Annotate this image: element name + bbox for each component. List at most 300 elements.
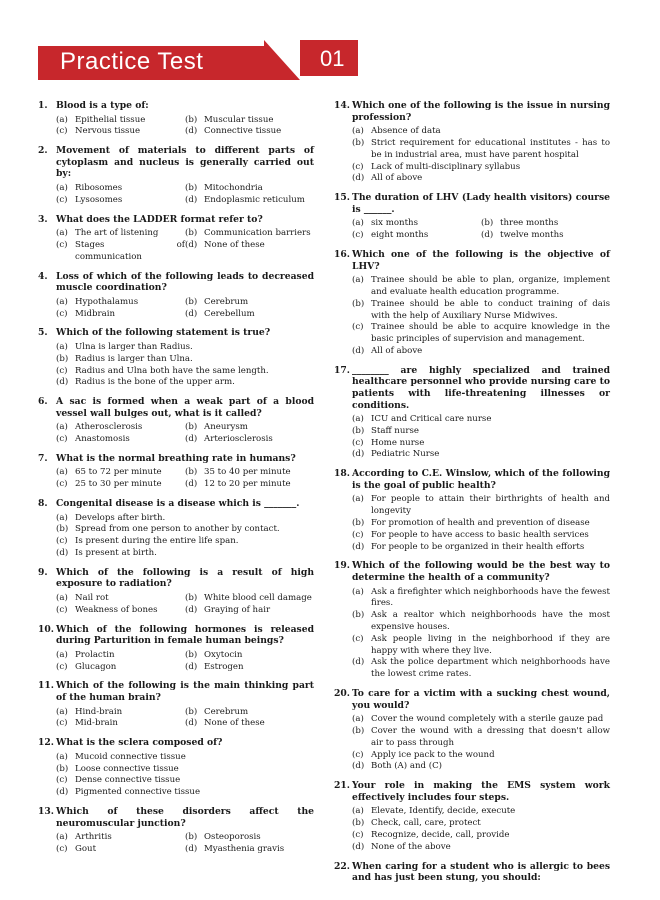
option-label: (c) xyxy=(56,365,68,376)
answer-option xyxy=(56,605,185,617)
answer-option xyxy=(56,536,314,548)
question-text xyxy=(334,688,610,711)
option-text: ICU and Critical care nurse xyxy=(371,414,492,425)
option-label: (b) xyxy=(481,218,494,229)
answer-option xyxy=(352,322,610,346)
question-stem: Which of the following is the main thinking part of the human brain? xyxy=(56,680,314,704)
answer-option xyxy=(352,299,610,323)
answer-option xyxy=(352,657,610,681)
question-stem: Which of the following is a result of high exposure to radiation? xyxy=(56,566,314,590)
option-text: Connective tissue xyxy=(204,126,282,137)
answer-option xyxy=(352,449,610,461)
answer-option xyxy=(185,309,314,321)
option-text: Pigmented connective tissue xyxy=(75,787,201,798)
option-label: (d) xyxy=(56,377,69,388)
option-label: (c) xyxy=(352,633,364,644)
option-text: Graying of hair xyxy=(204,604,271,615)
answer-options xyxy=(334,587,610,681)
option-label: (a) xyxy=(352,586,364,597)
answer-option xyxy=(56,524,314,536)
answer-option xyxy=(352,842,610,854)
option-label: (b) xyxy=(352,298,365,309)
question-number: 11. xyxy=(38,680,54,692)
answer-option xyxy=(56,309,185,321)
question-stem: Which of the following would be the best way to determine the health of a community? xyxy=(352,560,610,584)
right-column xyxy=(334,100,610,891)
question-number: 12. xyxy=(38,737,54,749)
question-number: 17. xyxy=(334,364,350,376)
answer-option xyxy=(56,650,185,662)
option-label: (b) xyxy=(185,706,198,717)
answer-option xyxy=(56,832,185,844)
answer-option xyxy=(56,297,185,309)
option-label: (c) xyxy=(56,775,68,786)
option-text: Anastomosis xyxy=(75,434,130,445)
question-text xyxy=(334,861,610,884)
question-item xyxy=(334,861,610,884)
question-stem: What is the sclera composed of? xyxy=(56,737,223,749)
answer-option xyxy=(56,764,314,776)
option-text: Absence of data xyxy=(371,126,441,137)
option-label: (b) xyxy=(352,610,365,621)
answer-option xyxy=(352,750,610,762)
option-label: (d) xyxy=(352,345,365,356)
option-label: (c) xyxy=(352,749,364,760)
option-label: (c) xyxy=(352,829,364,840)
option-text: 12 to 20 per minute xyxy=(204,479,291,490)
option-label: (a) xyxy=(56,593,68,604)
option-text: Glucagon xyxy=(75,661,117,672)
question-stem: Congenital disease is a disease which is _______. xyxy=(56,498,300,510)
option-text: Midbrain xyxy=(75,308,116,319)
question-item xyxy=(334,780,610,853)
option-label: (a) xyxy=(56,422,68,433)
option-label: (d) xyxy=(185,434,198,445)
answer-option xyxy=(481,230,610,242)
answer-option xyxy=(56,195,185,207)
answer-options xyxy=(38,467,314,491)
option-text: 25 to 30 per minute xyxy=(75,479,162,490)
option-text: Develops after birth. xyxy=(75,512,166,523)
option-text: Ribosomes xyxy=(75,182,123,193)
answer-option xyxy=(185,126,314,138)
option-text: Lack of multi-disciplinary syllabus xyxy=(371,161,521,172)
answer-option xyxy=(56,752,314,764)
question-text xyxy=(38,624,314,647)
question-number: 10. xyxy=(38,623,54,635)
question-text xyxy=(38,145,314,180)
option-label: (a) xyxy=(56,114,68,125)
option-label: (b) xyxy=(56,353,69,364)
question-number: 8. xyxy=(38,498,48,510)
answer-option xyxy=(352,726,610,750)
question-item xyxy=(38,680,314,730)
option-text: Strict requirement for educational institutes - has to be in industrial area, must have parent hospital xyxy=(371,137,610,160)
question-number: 15. xyxy=(334,192,350,204)
answer-option xyxy=(352,426,610,438)
answer-option xyxy=(56,240,185,264)
option-text: Prolactin xyxy=(75,649,115,660)
answer-option xyxy=(56,707,185,719)
answer-option xyxy=(56,183,185,195)
answer-option xyxy=(352,162,610,174)
option-text: Cerebellum xyxy=(204,308,255,319)
option-text: Is present during the entire life span. xyxy=(75,536,239,547)
option-text: Elevate, Identify, decide, execute xyxy=(371,806,516,817)
option-label: (b) xyxy=(56,524,69,535)
question-text xyxy=(38,396,314,419)
question-number: 13. xyxy=(38,805,54,817)
option-text: For people to have access to basic health services xyxy=(371,529,589,540)
answer-options xyxy=(38,422,314,446)
option-text: Nervous tissue xyxy=(75,126,141,137)
option-label: (b) xyxy=(185,422,198,433)
option-text: Is present at birth. xyxy=(75,548,157,559)
answer-option xyxy=(56,775,314,787)
option-text: twelve months xyxy=(500,230,564,241)
option-label: (d) xyxy=(185,661,198,672)
answer-option xyxy=(352,173,610,185)
answer-option xyxy=(185,434,314,446)
question-number: 7. xyxy=(38,452,48,464)
answer-option xyxy=(185,844,314,856)
question-text xyxy=(38,498,314,510)
question-text xyxy=(38,567,314,590)
answer-option xyxy=(185,240,314,264)
question-item xyxy=(38,271,314,321)
question-text xyxy=(334,560,610,583)
option-text: Cerebrum xyxy=(204,296,249,307)
answer-option xyxy=(352,346,610,358)
answer-option xyxy=(185,195,314,207)
option-label: (a) xyxy=(56,832,68,843)
option-text: Communication barriers xyxy=(204,228,311,239)
option-label: (d) xyxy=(56,787,69,798)
option-label: (d) xyxy=(352,761,365,772)
answer-option xyxy=(56,126,185,138)
question-number: 9. xyxy=(38,566,48,578)
option-text: Radius and Ulna both have the same length. xyxy=(75,365,269,376)
option-text: Mitochondria xyxy=(204,182,263,193)
question-text xyxy=(38,680,314,703)
option-text: Staff nurse xyxy=(371,425,419,436)
option-label: (a) xyxy=(56,751,68,762)
answer-option xyxy=(352,806,610,818)
option-text: The art of listening xyxy=(75,228,159,239)
option-text: Stages of communication xyxy=(75,239,185,262)
option-text: Arteriosclerosis xyxy=(204,434,273,445)
option-label: (b) xyxy=(56,763,69,774)
option-text: Hypothalamus xyxy=(75,296,139,307)
question-stem: The duration of LHV (Lady health visitors) course is ______. xyxy=(352,192,610,215)
option-text: Hind-brain xyxy=(75,706,123,717)
option-label: (d) xyxy=(185,126,198,137)
option-label: (c) xyxy=(352,161,364,172)
option-text: Myasthenia gravis xyxy=(204,843,285,854)
option-text: Radius is larger than Ulna. xyxy=(75,353,193,364)
option-text: Spread from one person to another by contact. xyxy=(75,524,280,535)
answer-option xyxy=(185,479,314,491)
answer-options xyxy=(334,714,610,773)
option-text: Cerebrum xyxy=(204,706,249,717)
option-text: None of these xyxy=(204,239,265,250)
question-text xyxy=(38,214,314,226)
option-text: Loose connective tissue xyxy=(75,763,179,774)
answer-option xyxy=(56,479,185,491)
question-number: 14. xyxy=(334,100,350,111)
option-label: (c) xyxy=(352,322,364,333)
question-item xyxy=(334,249,610,358)
question-item xyxy=(38,100,314,138)
option-label: (d) xyxy=(352,449,365,460)
answer-option xyxy=(352,714,610,726)
answer-option xyxy=(352,818,610,830)
answer-option xyxy=(352,494,610,518)
answer-option xyxy=(56,548,314,560)
answer-options xyxy=(334,126,610,185)
option-label: (d) xyxy=(352,173,365,184)
option-label: (a) xyxy=(56,228,68,239)
option-text: 65 to 72 per minute xyxy=(75,467,162,478)
question-stem: Which one of the following is the objective of LHV? xyxy=(352,248,610,272)
answer-option xyxy=(352,610,610,634)
option-label: (b) xyxy=(352,425,365,436)
option-text: For people to attain their birthrights of health and longevity xyxy=(371,494,610,517)
option-label: (a) xyxy=(56,182,68,193)
option-text: Ulna is larger than Radius. xyxy=(75,341,193,352)
question-item xyxy=(38,806,314,856)
answer-option xyxy=(352,126,610,138)
option-text: Ask people living in the neighborhood if they are happy with where they live. xyxy=(371,633,610,656)
answer-option xyxy=(352,761,610,773)
answer-options xyxy=(38,650,314,674)
question-stem: According to C.E. Winslow, which of the following is the goal of public health? xyxy=(352,468,610,491)
question-item xyxy=(334,100,610,185)
question-item xyxy=(38,567,314,617)
option-text: For promotion of health and prevention of disease xyxy=(371,518,590,529)
left-column xyxy=(38,100,314,863)
option-text: 35 to 40 per minute xyxy=(204,467,291,478)
option-label: (c) xyxy=(56,536,68,547)
option-label: (c) xyxy=(56,194,68,205)
question-stem: A sac is formed when a weak part of a blood vessel wall bulges out, what is it called? xyxy=(56,396,314,419)
question-text xyxy=(38,327,314,339)
question-stem: Which one of the following is the issue in nursing profession? xyxy=(352,100,610,123)
question-number: 2. xyxy=(38,145,48,157)
option-label: (c) xyxy=(56,239,68,250)
option-label: (b) xyxy=(352,518,365,529)
option-label: (c) xyxy=(352,230,364,241)
answer-option xyxy=(352,218,481,230)
option-text: Pediatric Nurse xyxy=(371,449,440,460)
answer-options xyxy=(38,752,314,799)
question-text xyxy=(38,271,314,294)
option-text: Home nurse xyxy=(371,437,425,448)
question-number: 22. xyxy=(334,860,350,872)
question-item xyxy=(38,498,314,560)
answer-option xyxy=(185,662,314,674)
question-item xyxy=(38,327,314,389)
answer-options xyxy=(38,297,314,321)
answer-option xyxy=(352,275,610,299)
question-text xyxy=(334,192,610,215)
option-label: (a) xyxy=(56,296,68,307)
question-item xyxy=(38,145,314,206)
option-label: (c) xyxy=(56,126,68,137)
question-item xyxy=(38,453,314,491)
option-text: Trainee should be able to acquire knowledge in the basic principles of supervision and management. xyxy=(371,322,610,345)
option-label: (c) xyxy=(56,308,68,319)
option-text: Cover the wound completely with a sterile gauze pad xyxy=(371,714,604,725)
option-label: (d) xyxy=(185,718,198,729)
question-item xyxy=(334,560,610,681)
question-number: 3. xyxy=(38,213,48,225)
question-item xyxy=(38,396,314,446)
option-text: Recognize, decide, call, provide xyxy=(371,829,510,840)
option-label: (a) xyxy=(56,706,68,717)
option-text: None of the above xyxy=(371,841,451,852)
option-label: (c) xyxy=(56,434,68,445)
question-item xyxy=(38,624,314,674)
answer-option xyxy=(352,830,610,842)
answer-option xyxy=(56,662,185,674)
answer-option xyxy=(185,593,314,605)
option-text: three months xyxy=(500,218,559,229)
question-text xyxy=(334,780,610,803)
practice-test-banner xyxy=(38,40,356,78)
option-text: Ask the police department which neighborhoods have the lowest crime rates. xyxy=(371,657,610,680)
option-text: six months xyxy=(371,218,418,229)
question-stem: What is the normal breathing rate in humans? xyxy=(56,452,296,464)
option-label: (d) xyxy=(185,479,198,490)
answer-option xyxy=(56,718,185,730)
option-text: None of these xyxy=(204,718,265,729)
option-text: Cover the wound with a dressing that doesn't allow air to pass through xyxy=(371,726,610,748)
answer-options xyxy=(334,275,610,358)
option-label: (d) xyxy=(185,604,198,615)
page-title: Practice Test xyxy=(60,48,204,75)
test-number: 01 xyxy=(320,46,345,71)
question-number: 6. xyxy=(38,396,48,408)
answer-option xyxy=(185,605,314,617)
question-text xyxy=(334,365,610,411)
option-label: (b) xyxy=(185,228,198,239)
question-text xyxy=(38,737,314,749)
answer-options xyxy=(38,342,314,389)
option-text: Aneurysm xyxy=(204,422,248,433)
question-item xyxy=(334,688,610,773)
question-text xyxy=(334,100,610,123)
question-stem: ________ are highly specialized and trained healthcare personnel who provide nursing care to patients with life-threatening illnesses or conditions. xyxy=(352,364,610,411)
answer-options xyxy=(38,593,314,617)
answer-option xyxy=(56,422,185,434)
answer-options xyxy=(38,513,314,560)
option-text: White blood cell damage xyxy=(204,593,312,604)
option-text: Ask a firefighter which neighborhoods have the fewest fires. xyxy=(371,586,610,609)
question-number: 19. xyxy=(334,560,350,572)
option-text: Mucoid connective tissue xyxy=(75,751,186,762)
banner-diagonal xyxy=(264,40,300,80)
option-text: Trainee should be able to plan, organize, implement and evaluate health education programme. xyxy=(371,275,610,297)
option-text: Mid-brain xyxy=(75,718,118,729)
question-text xyxy=(334,468,610,491)
question-number: 18. xyxy=(334,468,350,480)
question-stem: What does the LADDER format refer to? xyxy=(56,213,263,225)
option-label: (c) xyxy=(352,437,364,448)
question-text xyxy=(334,249,610,272)
answer-options xyxy=(38,228,314,263)
question-number: 16. xyxy=(334,248,350,260)
option-label: (b) xyxy=(185,649,198,660)
answer-option xyxy=(56,366,314,378)
option-label: (a) xyxy=(352,218,364,229)
answer-option xyxy=(185,650,314,662)
option-label: (c) xyxy=(56,661,68,672)
answer-option xyxy=(352,530,610,542)
answer-option xyxy=(56,467,185,479)
question-stem: Loss of which of the following leads to decreased muscle coordination? xyxy=(56,270,314,294)
option-label: (c) xyxy=(352,529,364,540)
option-label: (b) xyxy=(185,114,198,125)
option-text: Muscular tissue xyxy=(204,114,274,125)
option-text: Ask a realtor which neighborhoods have the most expensive houses. xyxy=(371,610,610,633)
question-text xyxy=(38,453,314,465)
answer-option xyxy=(352,634,610,658)
question-item xyxy=(334,468,610,553)
option-text: Both (A) and (C) xyxy=(371,761,443,772)
option-label: (b) xyxy=(185,296,198,307)
answer-option xyxy=(56,115,185,127)
option-text: Trainee should be able to conduct training of dais with the help of Auxiliary Nurse Midwives. xyxy=(371,298,610,321)
question-item xyxy=(38,737,314,799)
option-label: (c) xyxy=(56,604,68,615)
option-label: (b) xyxy=(185,182,198,193)
option-text: Gout xyxy=(75,843,97,854)
question-text xyxy=(38,806,314,829)
option-label: (b) xyxy=(185,467,198,478)
option-label: (d) xyxy=(481,230,494,241)
answer-option xyxy=(352,542,610,554)
option-label: (a) xyxy=(56,649,68,660)
option-label: (b) xyxy=(352,137,365,148)
option-text: Estrogen xyxy=(204,661,244,672)
question-number: 20. xyxy=(334,688,350,700)
question-number: 4. xyxy=(38,270,48,282)
option-label: (b) xyxy=(185,593,198,604)
option-label: (d) xyxy=(352,841,365,852)
question-number: 5. xyxy=(38,327,48,339)
question-text xyxy=(38,100,314,112)
option-text: Epithelial tissue xyxy=(75,114,146,125)
question-item xyxy=(334,365,610,462)
option-label: (b) xyxy=(352,818,365,829)
answer-option xyxy=(56,354,314,366)
question-item xyxy=(38,214,314,264)
question-stem: Blood is a type of: xyxy=(56,100,149,111)
answer-option xyxy=(56,844,185,856)
option-label: (d) xyxy=(352,541,365,552)
option-label: (a) xyxy=(56,512,68,523)
option-label: (d) xyxy=(185,308,198,319)
answer-option xyxy=(185,183,314,195)
option-text: Endoplasmic reticulum xyxy=(204,194,305,205)
answer-options xyxy=(334,806,610,853)
option-text: Check, call, care, protect xyxy=(371,818,481,829)
answer-option xyxy=(56,228,185,240)
option-label: (a) xyxy=(352,494,364,505)
option-text: Nail rot xyxy=(75,593,109,604)
option-text: Atherosclerosis xyxy=(75,422,143,433)
